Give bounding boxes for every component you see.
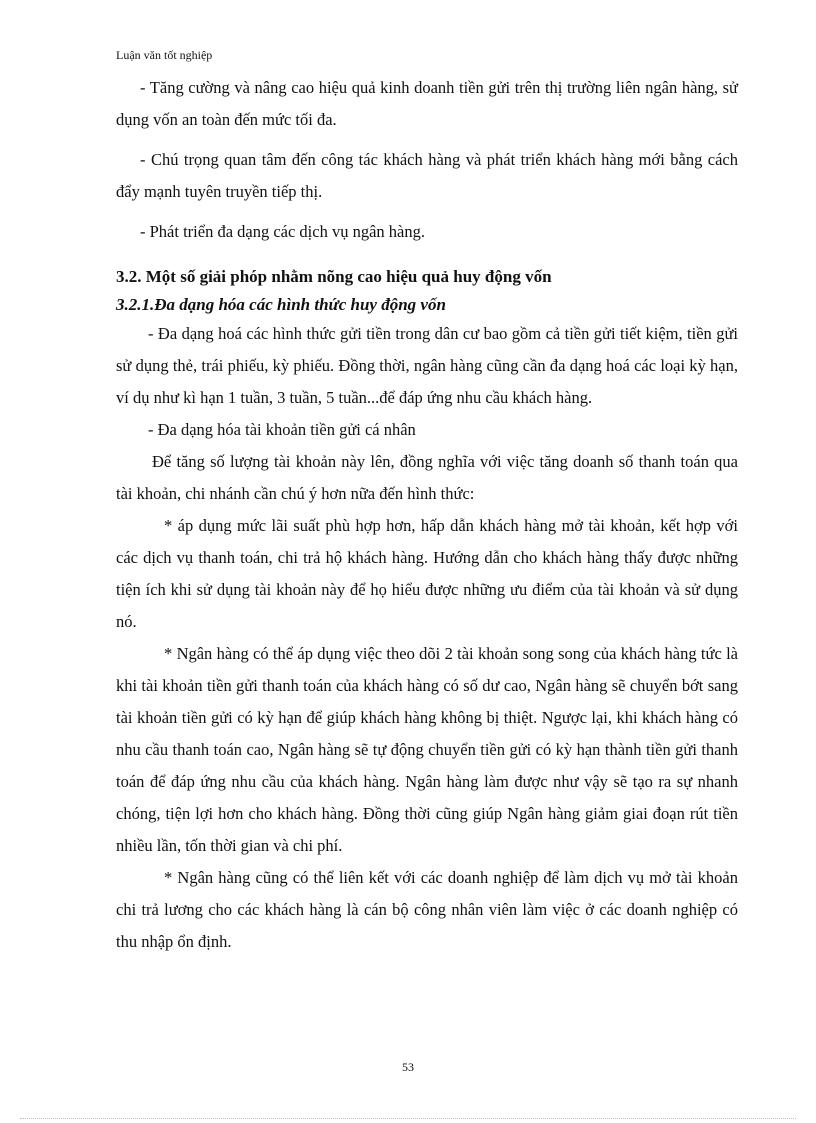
paragraph-increase-accounts: Để tăng số lượng tài khoản này lên, đồng nghĩa với việc tăng doanh số thanh toán qua tài khoản, chi nhánh cần chú ý hơn nữa đến hình thức: [116, 452, 738, 503]
paragraph-parallel-accounts: * Ngân hàng có thể áp dụng việc theo dõi 2 tài khoản song song của khách hàng tức là khi tài khoản tiền gửi thanh toán của khách hàng có số dư cao, Ngân hàng sẽ chuyển bớt sang tài khoản tiền gửi có kỳ hạn để giúp khách hàng không bị thiệt. Ngược lại, khi khách hàng có nhu cầu thanh toán cao, Ngân hàng sẽ tự động chuyển tiền gửi có kỳ hạn thành tiền gửi thanh toán để đáp ứng nhu cầu của khách hàng. Ngân hàng làm được như vậy sẽ tạo ra sự nhanh chóng, tiện lợi hơn cho khách hàng. Đồng thời cũng giúp Ngân hàng giảm giai đoạn rút tiền nhiều lần, tốn thời gian và chi phí. [116, 644, 738, 855]
paragraph-interest-rate: * áp dụng mức lãi suất phù hợp hơn, hấp dẫn khách hàng mở tài khoản, kết hợp với các dịch vụ thanh toán, chi trả hộ khách hàng. Hướng dẫn cho khách hàng thấy được những tiện ích khi sử dụng tài khoản này để họ hiểu được những ưu điểm của tài khoản và sử dụng nó. [116, 516, 738, 631]
bullet-interbank: - Tăng cường và nâng cao hiệu quả kinh doanh tiền gửi trên thị trường liên ngân hàng, sử dụng vốn an toàn đến mức tối đa. [116, 78, 738, 129]
bullet-services: - Phát triển đa dạng các dịch vụ ngân hàng. [140, 222, 425, 241]
footer-divider [20, 1118, 796, 1119]
paragraph-personal-accounts: - Đa dạng hóa tài khoản tiền gửi cá nhân [148, 420, 416, 439]
paragraph-deposit-forms: - Đa dạng hoá các hình thức gửi tiền trong dân cư bao gồm cả tiền gửi tiết kiệm, tiền gửi sử dụng thẻ, trái phiếu, kỳ phiếu. Đồng thời, ngân hàng cũng cần đa dạng hoá các loại kỳ hạn, ví dụ như kì hạn 1 tuần, 3 tuần, 5 tuần...để đáp ứng nhu cầu khách hàng. [116, 324, 738, 407]
page-number: 53 [402, 1060, 414, 1074]
bullet-customer-care: - Chú trọng quan tâm đến công tác khách hàng và phát triển khách hàng mới bằng cách đẩy mạnh tuyên truyền tiếp thị. [116, 150, 738, 201]
page-body [116, 72, 738, 958]
running-header: Luận văn tốt nghiệp [116, 48, 213, 62]
subsection-heading: 3.2.1.Đa dạng hóa các hình thức huy động vốn [116, 295, 446, 314]
paragraph-payroll-service: * Ngân hàng cũng có thể liên kết với các doanh nghiệp để làm dịch vụ mở tài khoản chi trả lương cho các khách hàng là cán bộ công nhân viên làm việc ở các doanh nghiệp có thu nhập ổn định. [116, 868, 738, 951]
section-heading: 3.2. Một số giải phóp nhằm nõng cao hiệu quả huy động vốn [116, 267, 552, 286]
